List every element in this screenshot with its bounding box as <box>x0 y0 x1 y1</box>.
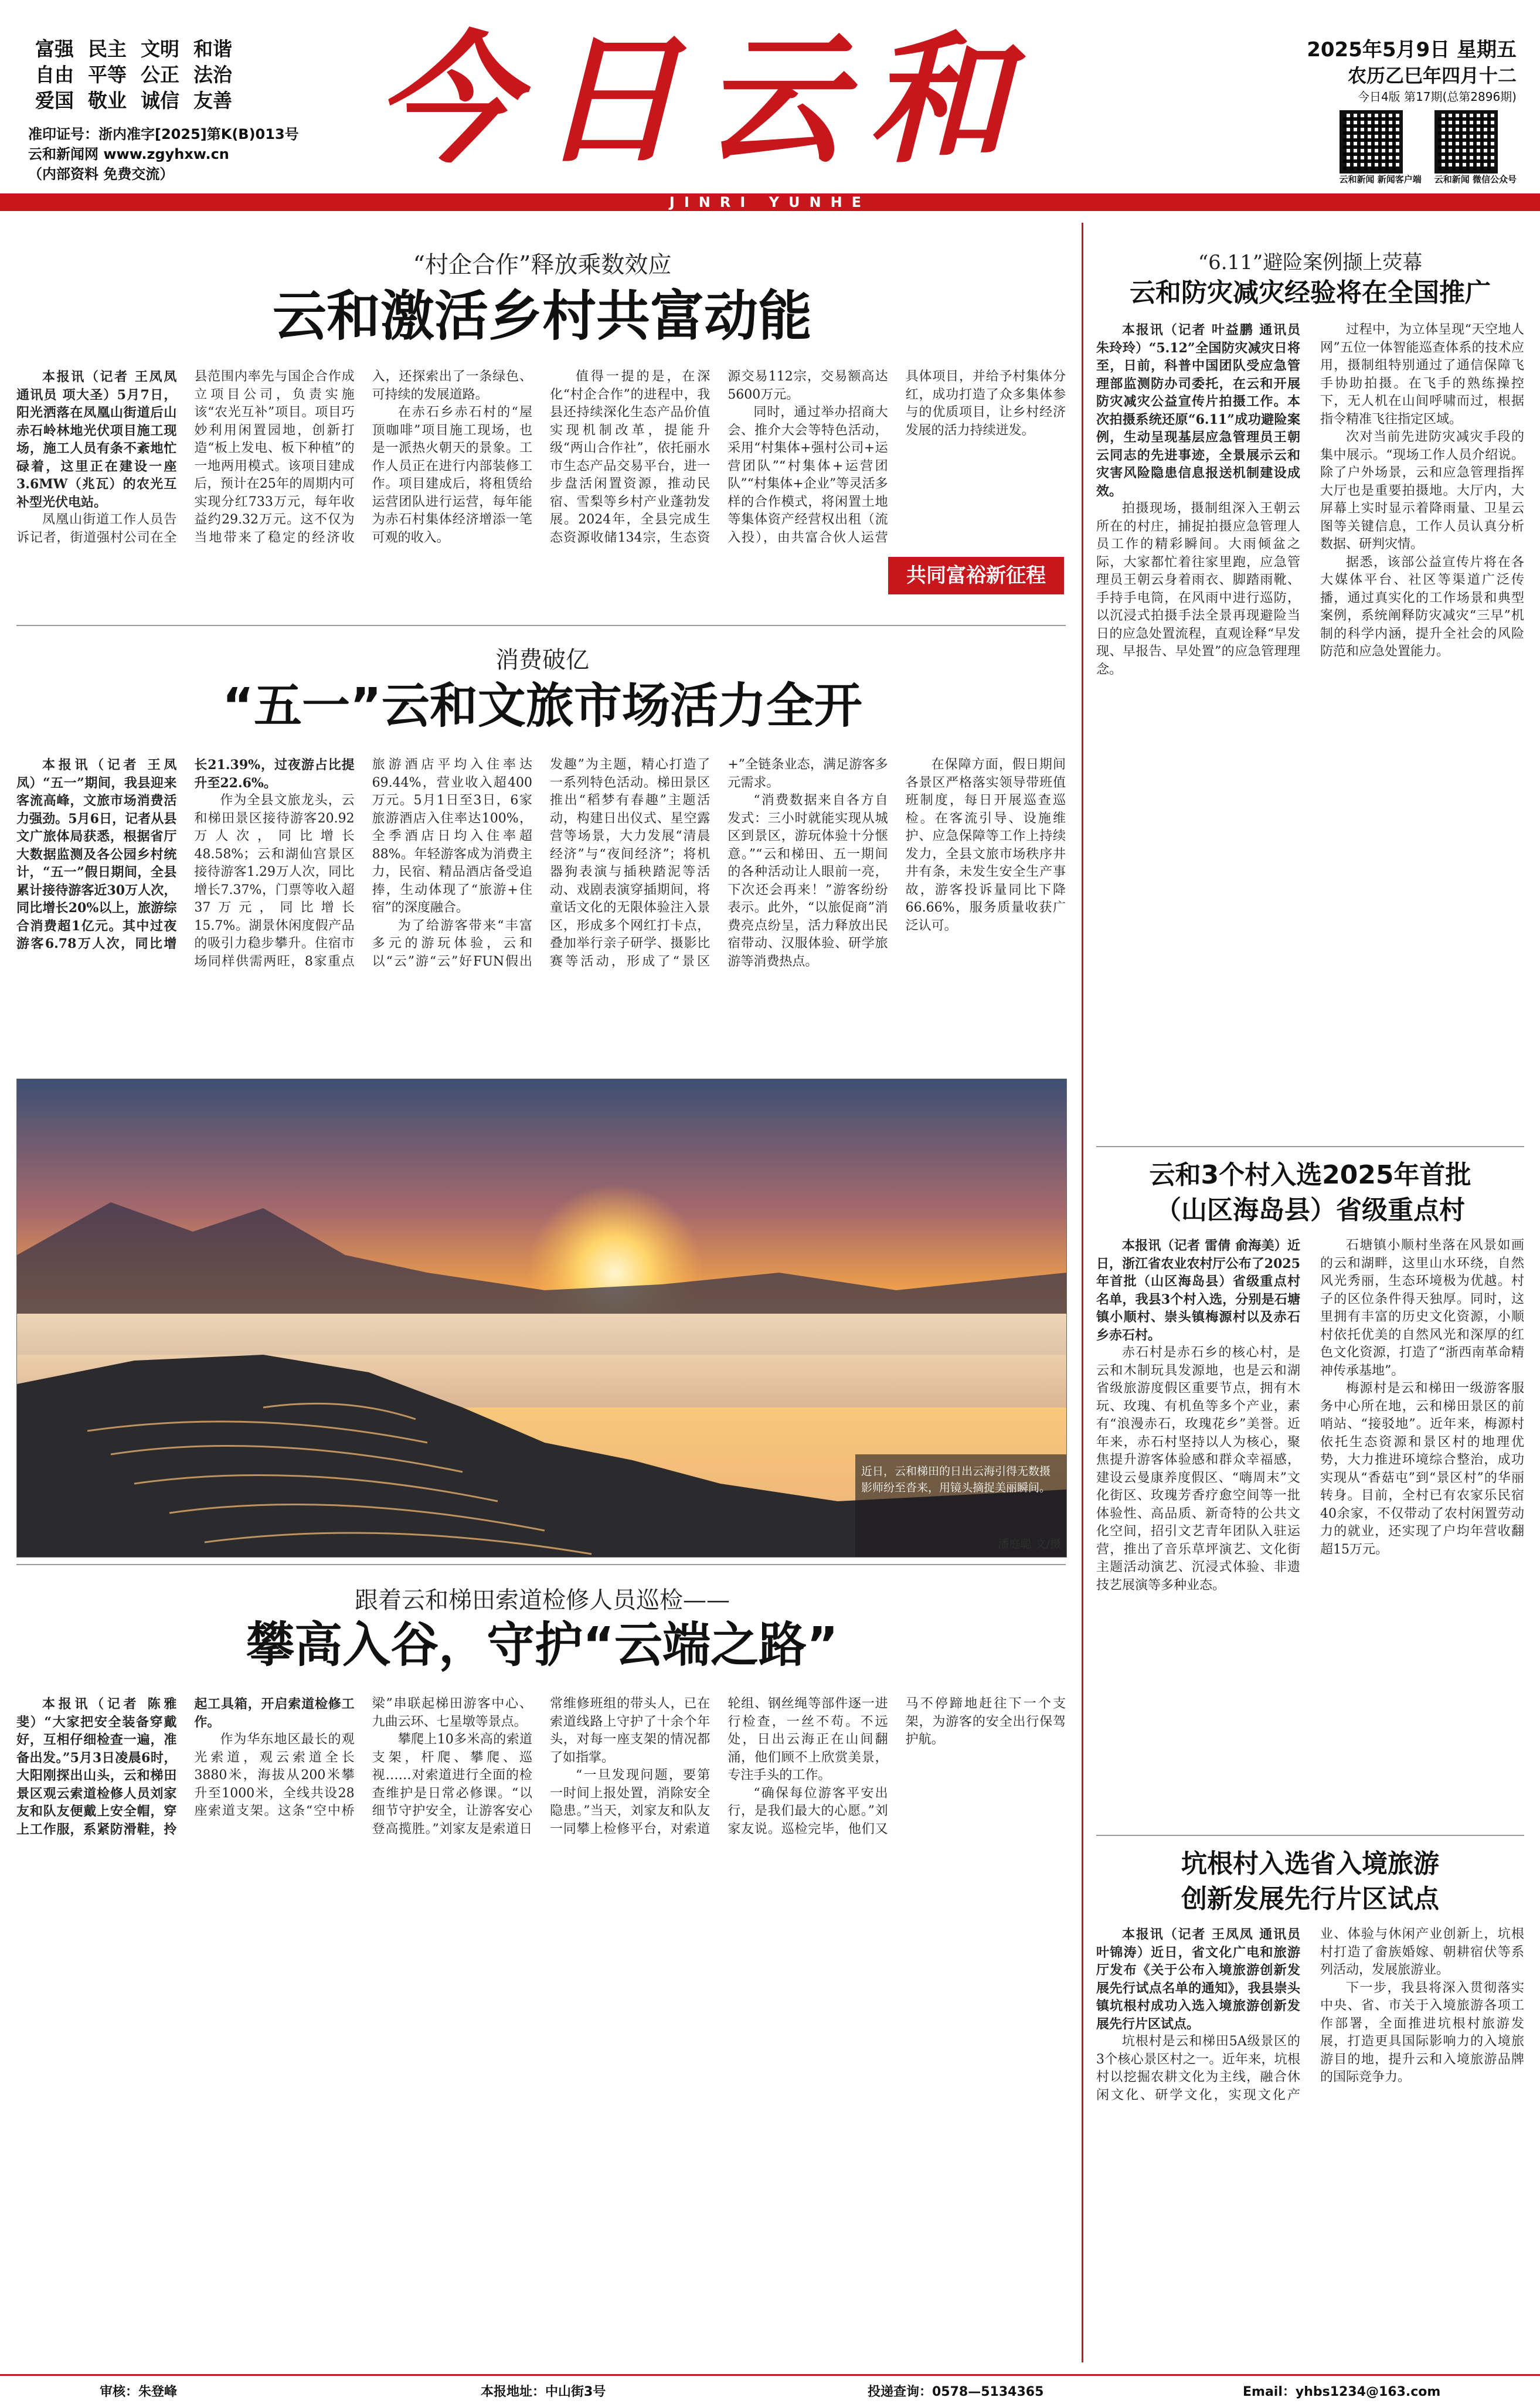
column-divider <box>1082 223 1083 2362</box>
r2-headline-line1: 云和3个村入选2025年首批 <box>1149 1160 1471 1190</box>
a3-paragraph: 攀爬上10多米高的索道支架，杆爬、攀爬、巡视……对索道进行全面的检查维护是日常必修课。“以细节守护安全，让游客安心登高揽胜。”刘家友是索道日常维修班组的带头人，已在索道线路上守护了十余个年头，对每一座支架的情况都了如指掌。 <box>372 1696 710 1837</box>
value-item: 爱国 <box>35 89 74 112</box>
values-row-2 <box>35 62 232 88</box>
value-item: 和谐 <box>193 38 232 60</box>
r1-kicker: “6.11”避险案例撷上荧幕 <box>1198 251 1423 274</box>
a1-paragraph: 本报讯（记者 王凤凤 通讯员 项大圣）5月7日，阳光洒落在凤凰山街道后山赤石岭林地光伏项目施工现场，施工人员有条不紊地忙碌着，这里正在建设一座3.6MW（兆瓦）的农光互补型光伏电站。 <box>16 369 177 510</box>
value-item: 法治 <box>193 63 232 86</box>
a1-paragraph: 值得一提的是，在深化“村企合作”的进程中，我县还持续深化生态产品价值实现机制改革，提能升级“两山合作社”，依托丽水市生态产品交易平台，进一步盘活闲置资源，推动民宿、雪梨等乡村产业蓬勃发展。2024年，全县完成生态资源收储134宗，生态资源交易112宗，交易额高达5600万元。 <box>549 369 888 545</box>
a2-headline[interactable]: “五一”云和文旅市场活力全开 <box>222 678 862 734</box>
section-rule <box>1096 1146 1524 1147</box>
masthead-info <box>28 124 299 184</box>
section-rule <box>1096 1835 1524 1836</box>
r3-paragraph: 本报讯（记者 王凤凤 通讯员 叶锦涛）近日，省文化广电和旅游厅发布《关于公布入境旅游创新发展先行试点名单的通知》，我县崇头镇坑根村成功入选入境旅游创新发展先行片区试点。 <box>1096 1927 1300 2032</box>
r3-paragraph: 坑根村是云和梯田5A级景区的3个核心景区村之一。近年来，坑根村以挖掘农耕文化为主线，融合休闲文化、研学文化，实现文化产业、体验与休闲产业创新上，坑根村打造了畲族婚嫁、朝耕宿伏等系列活动，发展旅游业。 <box>1096 1927 1524 2103</box>
r1-paragraph: 本报讯（记者 叶益鹏 通讯员 朱玲玲）“5.12”全国防灾减灾日将至，日前，科普中国团队受应急管理部监测防办司委托，在云和开展防灾减灾公益宣传片拍摄工作。本次拍摄系统还原“6.11”成功避险案例，生动呈现基层应急管理员王朝云同志的先进事迹，全景展示云和灾害风险隐患信息报送机制建设成效。 <box>1096 322 1300 499</box>
r1-body <box>1096 321 1524 1136</box>
a3-kicker: 跟着云和梯田索道检修人员巡检—— <box>355 1587 730 1614</box>
issue-date: 2025年5月9日 星期五 <box>1307 38 1517 62</box>
footer-phone: 投递查询：0578—5134365 <box>868 2385 1044 2399</box>
values-row-3 <box>35 88 232 114</box>
r1-paragraph: 拍摄现场，摄制组深入王朝云所在的村庄，捕捉拍摄应急管理人员工作的精彩瞬间。大雨倾盆之际，大家都忙着往家里跑，应急管理员王朝云身着雨衣、脚踏雨靴、手持手电筒，在风雨中进行巡防，以沉浸式拍摄手法全景再现避险当日的应急处置流程，直观诠释“早发现、早报告、早处置”的应急管理理念。 <box>1096 501 1300 677</box>
r2-headline-line2: （山区海岛县）省级重点村 <box>1155 1195 1465 1225</box>
photo-caption: 近日，云和梯田的日出云海引得无数摄影师纷至沓来，用镜头摘捉美丽瞬间。 <box>861 1465 1051 1494</box>
a2-paragraph: 本报讯（记者 王凤凤）“五一”期间，我县迎来客流高峰，文旅市场消费活力强劲。5月6日，记者从县文广旅体局获悉，根据省厅大数据监测及各公园乡村统计，“五一”假日期间，全县累计接待游客近30万人次，同比增长20%以上，旅游综合消费超1亿元。其中过夜游客6.78万人次，同比增长21.39%，过夜游占比提升至22.6%。 <box>16 757 355 951</box>
qr-codes <box>1307 110 1517 185</box>
qr-wechat-caption: 云和新闻 微信公众号 <box>1434 174 1517 185</box>
values-row-1 <box>35 36 232 62</box>
core-values <box>35 36 232 114</box>
a1-headline[interactable]: 云和激活乡村共富动能 <box>272 285 812 348</box>
section-rule <box>16 1564 1066 1565</box>
a3-paragraph: “一旦发现问题，要第一时间上报处置，消除安全隐患。”当天，刘家友和队友一同攀上检修平台，对索道轮组、钢丝绳等部件逐一进行检查，一丝不苟。不远处，日出云海正在山间翻涌，他们顾不上欣赏美景，专注手头的工作。 <box>549 1696 888 1837</box>
r2-paragraph: 赤石村是赤石乡的核心村，是云和木制玩具发源地，也是云和湖省级旅游度假区重要节点，拥有木玩、玫瑰、有机鱼等多个产业，素有“浪漫赤石，玫瑰花乡”美誉。近年来，赤石村坚持以人为核心，聚焦提升游客体验感和群众幸福感，建设云曼康养度假区、“嗨周末”文化街区、玫瑰芳香疗愈空间等一批体验性、高品质、新奇特的公共文化空间，招引文艺青年团队入驻运营，推出了音乐草坪演艺、文化街主题活动演艺、沉浸式体验、非遗技艺展演等多种业态。 <box>1096 1345 1300 1593</box>
a2-paragraph: 作为全县文旅龙头，云和梯田景区接待游客20.92万人次，同比增长48.58%；云和湖仙宫景区接待游客1.29万人次，同比增长7.37%，门票等收入超37万元，同比增长15.7%。湖景休闲度假产品的吸引力稳步攀升。住宿市场同样供需两旺，8家重点旅游酒店平均入住率达69.44%，营业收入超400万元。5月1日至3日，6家旅游酒店入住率达100%，全季酒店日均入住率超88%。年轻游客成为消费主力，民宿、精品酒店备受追捧，生动体现了“旅游+住宿”的深度融合。 <box>194 757 532 969</box>
permit-number: 准印证号：浙内准字[2025]第K(B)013号 <box>28 126 299 142</box>
r2-paragraph: 本报讯（记者 雷倩 俞海美）近日，浙江省农业农村厅公布了2025年首批（山区海岛县）省级重点村名单，我县3个村入选，分别是石塘镇小顺村、崇头镇梅源村以及赤石乡赤石村。 <box>1096 1238 1300 1343</box>
website[interactable]: 云和新闻网 www.zgyhxw.cn <box>28 146 229 162</box>
value-item: 自由 <box>35 63 74 86</box>
r3-headline[interactable] <box>1096 1847 1524 1917</box>
r1-headline[interactable]: 云和防灾减灾经验将在全国推广 <box>1130 278 1491 308</box>
a1-kicker: “村企合作”释放乘数效应 <box>413 251 672 278</box>
qr-code-icon <box>1434 110 1498 174</box>
footer-editor: 审核：朱登峰 <box>100 2385 178 2399</box>
r3-headline-line2: 创新发展先行片区试点 <box>1181 1884 1439 1914</box>
r1-paragraph: 过程中，为立体呈现“天空地人网”五位一体智能巡查体系的技术应用，摄制组特别通过了通信保障飞手协助拍摄。在飞手的熟练操控下，无人机在山间呼啸而过，根据指令精准飞往指定区域。 <box>1320 322 1524 427</box>
photo-credit: 潘庭聪 文/摄 <box>998 1538 1061 1550</box>
value-item: 民主 <box>88 38 127 60</box>
r1-paragraph: 据悉，该部公益宣传片将在各大媒体平台、社区等渠道广泛传播，通过真实化的工作场景和典型案例，系统阐释防灾减灾“三早”机制的科学内涵，提升全社会的风险防范和应急处置能力。 <box>1320 555 1524 659</box>
qr-app[interactable] <box>1340 110 1422 185</box>
value-item: 友善 <box>193 89 232 112</box>
section-rule <box>16 625 1066 626</box>
a3-headline[interactable]: 攀高入谷，守护“云端之路” <box>246 1617 838 1673</box>
qr-code-icon <box>1340 110 1403 174</box>
qr-app-caption: 云和新闻 新闻客户端 <box>1339 174 1422 185</box>
a2-paragraph: 为了给游客带来“丰富多元的游玩体验，云和以“云”游“云”好FUN假出发趣”为主题，精心打造了一系列特色活动。梯田景区推出“稻梦有春趣”主题活动，构建日出仪式、星空露营等场景，大力发展“清晨经济”与“夜间经济”；将机器狗表演与插秧踏泥等活动、戏剧表演穿插期间，将童话文化的无限体验注入景区，形成多个网红打卡点，叠加举行亲子研学、摄影比赛等活动，形成了“景区+”全链条业态，满足游客多元需求。 <box>372 757 888 969</box>
a2-paragraph: 在保障方面，假日期间各景区严格落实领导带班值班制度，每日开展巡查巡检。在客流引导、设施维护、应急保障等工作上持续发力，全县文旅市场秩序井井有条，未发生安全生产事故，游客投诉量同比下降66.66%，服务质量收获广泛认可。 <box>905 757 1066 933</box>
lunar-date: 农历乙巳年四月十二 <box>1347 64 1517 87</box>
a1-paragraph: 同时，通过举办招商大会、推介大会等特色活动，采用“村集体+强村公司+运营团队”“村集体+运营团队”“村集体+企业”等灵活多样的合作模式，将闲置土地等集体资产经营权出租（流入投），由共富合伙人运营具体项目，并给予村集体分红，成功打造了众多集体参与的优质项目，让乡村经济发展的活力持续迸发。 <box>727 369 1066 545</box>
r2-paragraph: 梅源村是云和梯田一级游客服务中心所在地，云和梯田景区的前哨站、“接驳地”。近年来，梅源村依托生态资源和景区村的地理优势，大力推进环境综合整治，成功实现从“香菇屯”到“景区村”的华丽转身。目前，全村已有农家乐民宿40余家，不仅带动了农村闲置劳动力的就业，还实现了户均年营收翻超15万元。 <box>1320 1381 1524 1557</box>
qr-wechat[interactable] <box>1434 110 1517 185</box>
r3-headline-line1: 坑根村入选省入境旅游 <box>1181 1849 1439 1879</box>
masthead-pinyin: JINRI YUNHE <box>669 194 871 210</box>
common-prosperity-tag: 共同富裕新征程 <box>888 557 1064 594</box>
issue-number: 今日4版 第17期(总第2896期) <box>1357 90 1517 104</box>
internal-note: （内部资料 免费交流） <box>28 166 174 182</box>
a3-paragraph: 作为华东地区最长的观光索道，观云索道全长3880米，海拔从200米攀升至1000米，全线共设28座索道支架。这条“空中桥梁”串联起梯田游客中心、九曲云环、七星墩等景点。 <box>194 1696 532 1818</box>
footer-address: 本报地址：中山街3号 <box>481 2385 606 2399</box>
r3-body <box>1096 1926 1524 2362</box>
value-item: 平等 <box>88 63 127 86</box>
date-block <box>1307 36 1517 185</box>
value-item: 诚信 <box>141 89 179 112</box>
a3-paragraph: “确保每位游客平安出行，是我们最大的心愿。”刘家友说。巡检完毕，他们又马不停蹄地赶往下一个支架，为游客的安全出行保驾护航。 <box>727 1696 1066 1837</box>
a2-body <box>16 756 1066 1061</box>
r3-paragraph: 下一步，我县将深入贯彻落实中央、省、市关于入境旅游各项工作部署，全面推进坑根村旅游发展，打造更具国际影响力的入境旅游目的地，提升云和入境旅游品牌的国际竞争力。 <box>1320 1980 1524 2085</box>
page-footer <box>0 2374 1540 2404</box>
r1-paragraph: 次对当前先进防灾减灾手段的集中展示。“现场工作人员介绍说。除了户外场景，云和应急管理指挥大厅也是重要拍摄地。大厅内，大屏幕上实时显示着降雨量、卫星云图等关键信息，工作人员认真分析数据、研判灾情。 <box>1320 430 1524 552</box>
a3-paragraph: 本报讯（记者 陈雅斐）“大家把安全装备穿戴好，互相仔细检查一遍，准备出发。”5月3日凌晨6时，大阳刚探出山头，云和梯田景区观云索道检修人员刘家友和队友便戴上安全帽，穿上工作服，系紧防滑鞋，拎起工具箱，开启索道检修工作。 <box>16 1696 355 1837</box>
value-item: 富强 <box>35 38 74 60</box>
a2-kicker: 消费破亿 <box>495 647 589 674</box>
logo-text: 今日云和 <box>375 17 1032 182</box>
a2-paragraph: “消费数据来自各方自发式：三小时就能实现从城区到景区，游玩体验十分惬意。”“云和梯田、五一期间的各种活动让人眼前一亮，下次还会再来！”游客纷纷表示。此外，“以旅促商”消费亮点纷呈，活力释放出民宿带动、汉服体验、研学旅游等消费热点。 <box>727 793 888 969</box>
r2-body <box>1096 1237 1524 1823</box>
a1-paragraph: 凤凰山街道工作人员告诉记者，街道强村公司在全县范围内率先与国企合作成立项目公司，负责实施该“农光互补”项目。项目巧妙利用闲置园地，创新打造“板上发电、板下种植”的一地两用模式。该项目建成后，预计在25年的周期内可实现分红733万元，每年收益约29.32万元。这不仅为当地带来了稳定的经济收入，还探索出了一条绿色、可持续的发展道路。 <box>16 369 532 545</box>
footer-email[interactable]: Email：yhbs1234@163.com <box>1243 2385 1441 2399</box>
newspaper-logo <box>375 12 1102 188</box>
value-item: 敬业 <box>88 89 127 112</box>
value-item: 文明 <box>141 38 179 60</box>
r2-paragraph: 石塘镇小顺村坐落在风景如画的云和湖畔，这里山水环绕，自然风光秀丽，生态环境极为优越。村子的区位条件得天独厚。同时，这里拥有丰富的历史文化资源，小顺村依托优美的自然风光和深厚的红色文化资源，打造了“浙西南革命精神传承基地”。 <box>1320 1238 1524 1378</box>
value-item: 公正 <box>141 63 179 86</box>
a3-body <box>16 1695 1066 2358</box>
terrace-sunrise-photo[interactable] <box>16 1079 1067 1558</box>
r2-headline[interactable] <box>1096 1158 1524 1228</box>
a1-paragraph: 在赤石乡赤石村的“屋顶咖啡”项目施工现场，也是一派热火朝天的景象。工作人员正在进行内部装修工作。项目建成后，将租赁给运营团队进行运营，每年能为赤石村集体经济增添一笔可观的收入。 <box>372 405 532 545</box>
